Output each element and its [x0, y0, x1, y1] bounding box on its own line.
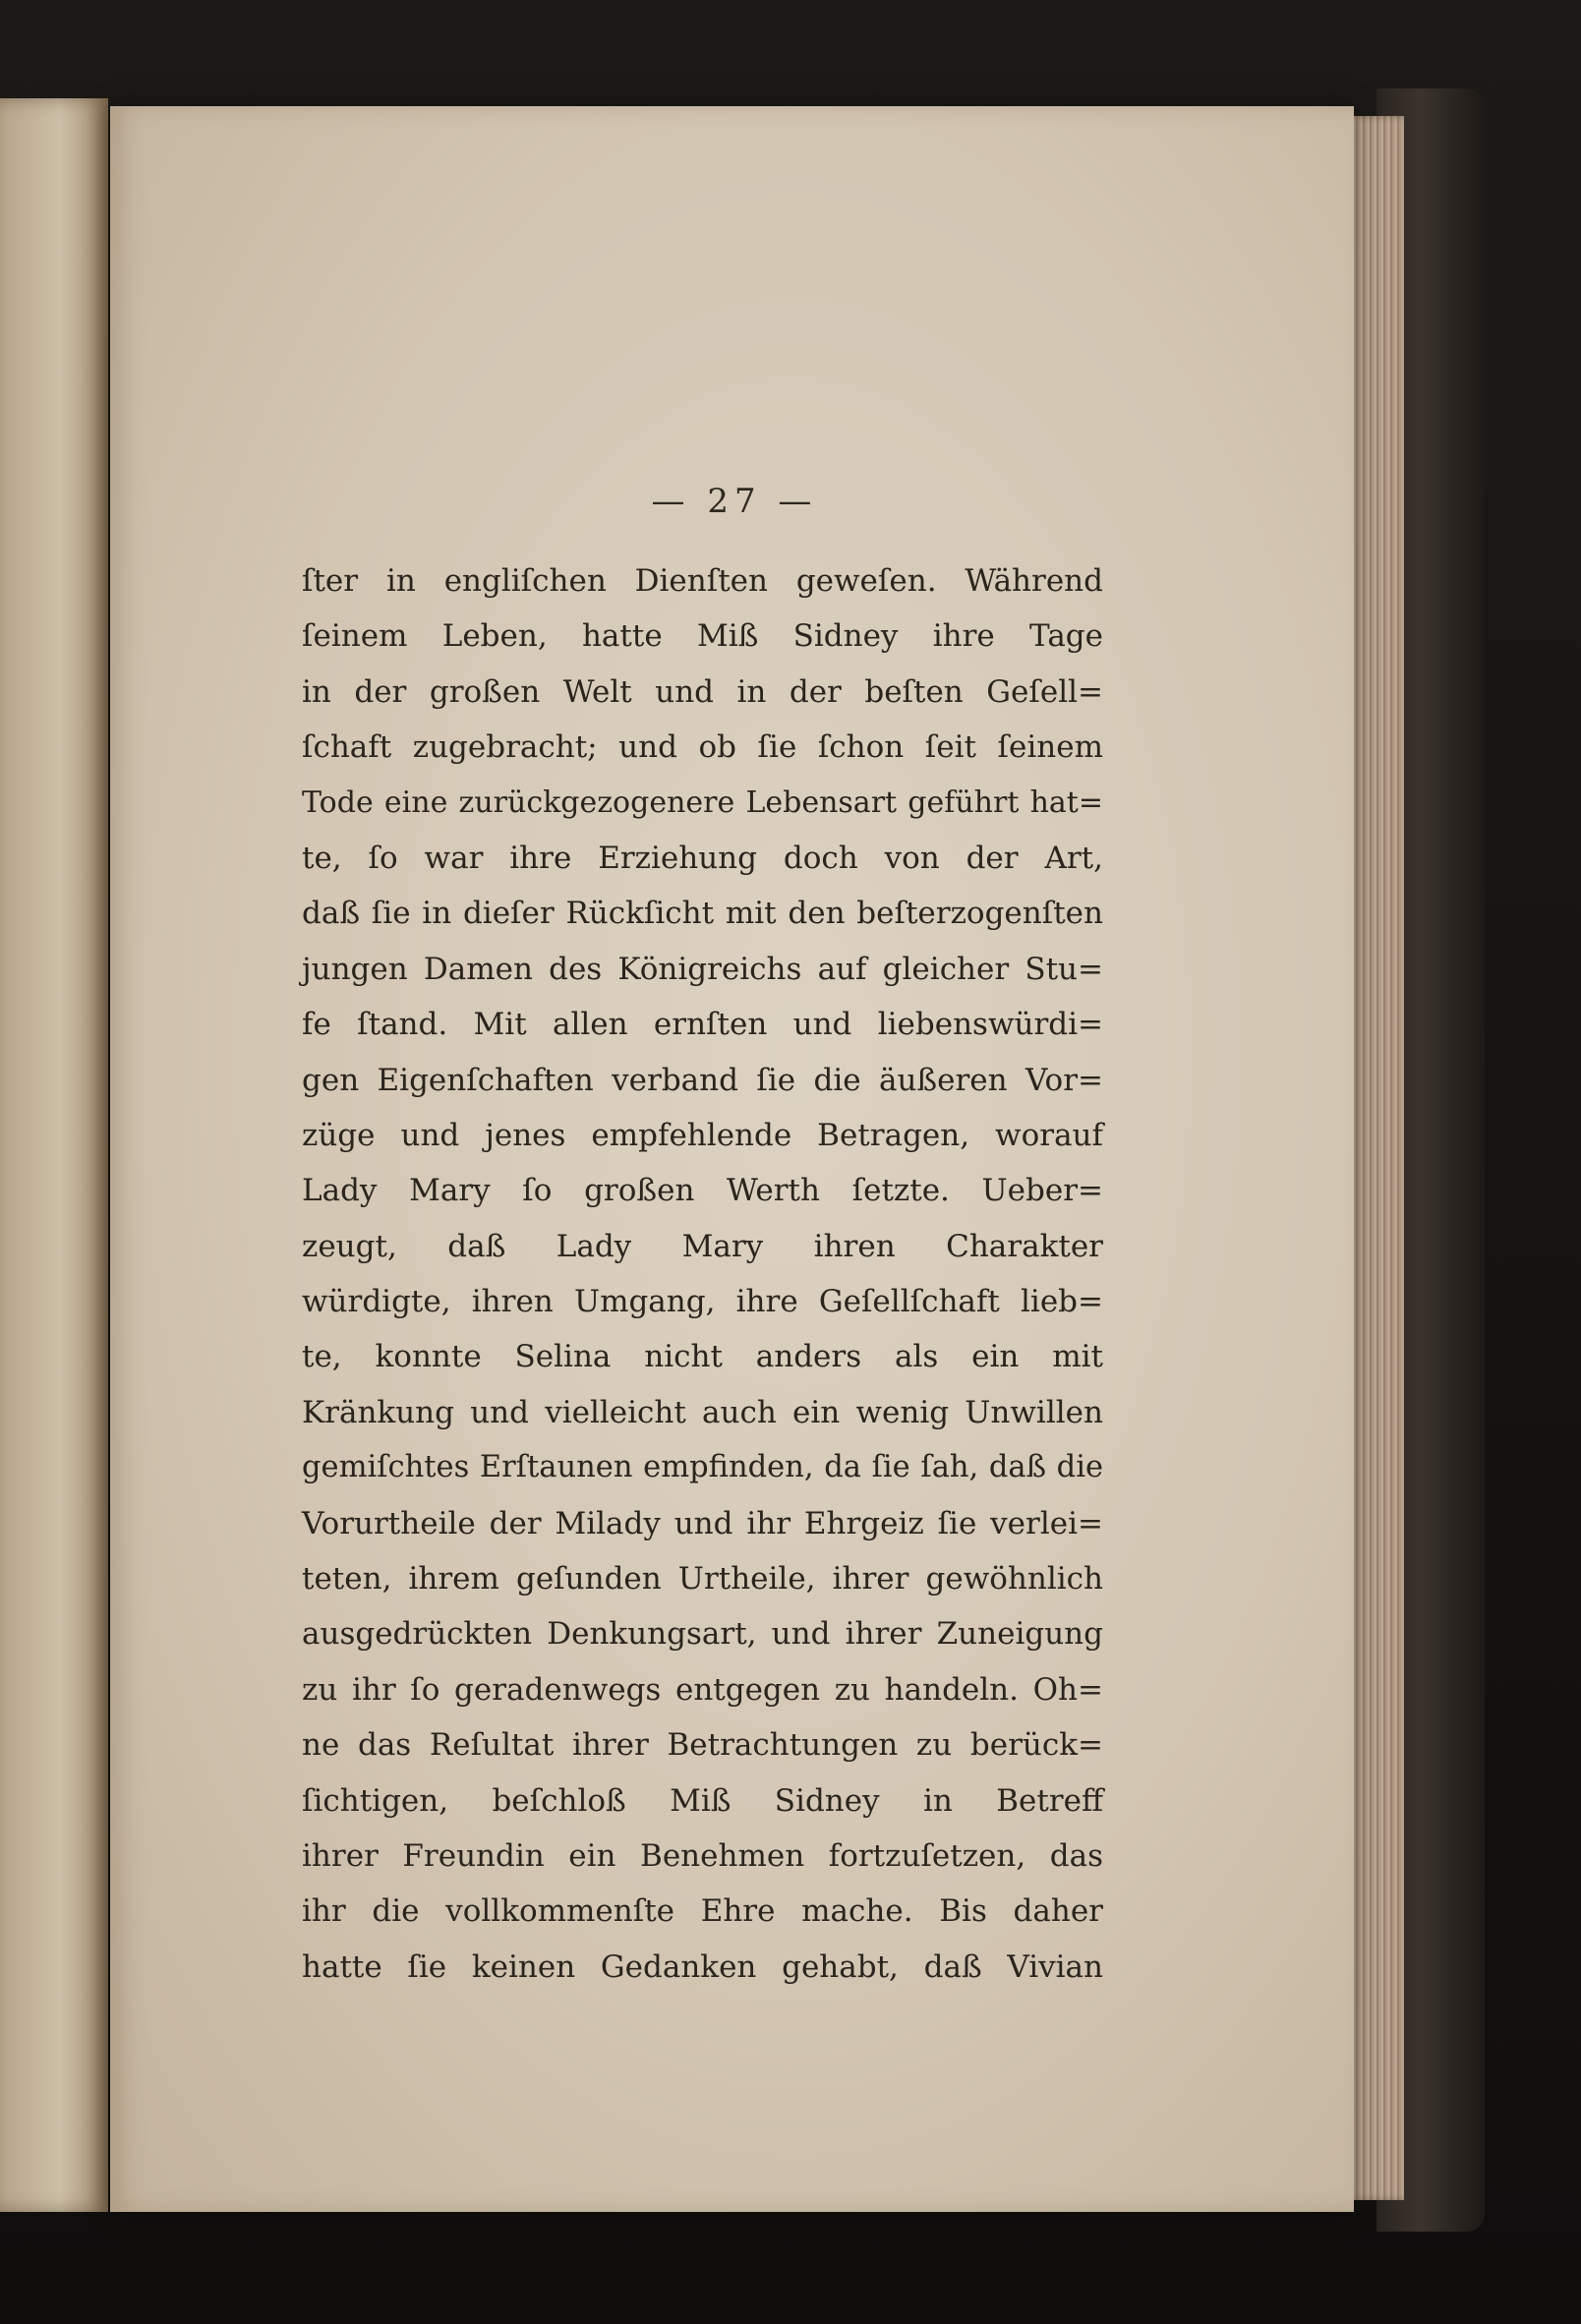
text-line: Kränkung und vielleicht auch ein wenig Unwillen: [302, 1394, 1103, 1430]
text-line: zeugt, daß Lady Mary ihren Charakter: [302, 1228, 1103, 1264]
page-number: — 27 —: [651, 482, 818, 521]
text-line: te, konnte Selina nicht anders als ein mit: [302, 1339, 1103, 1375]
text-line: ihrer Freundin ein Benehmen fortzuſetzen, das: [302, 1837, 1103, 1874]
text-line: würdigte, ihren Umgang, ihre Geſellſchaft lieb=: [302, 1284, 1103, 1320]
text-line: zu ihr ſo geradenwegs entgegen zu handeln. Oh=: [302, 1671, 1103, 1708]
text-line: züge und jenes empfehlende Betragen, worauf: [302, 1117, 1103, 1153]
book-page: [110, 106, 1354, 2212]
text-line: in der großen Welt und in der beſten Geſell=: [302, 673, 1103, 710]
text-line: Vorurtheile der Milady und ihr Ehrgeiz ſie verlei=: [302, 1505, 1103, 1541]
text-line: daß ſie in dieſer Rückſicht mit den beſterzogenſten: [302, 896, 1103, 932]
text-line: Tode eine zurückgezogenere Lebensart geführt hat=: [302, 784, 1103, 820]
text-line: Lady Mary ſo großen Werth ſetzte. Ueber=: [302, 1173, 1103, 1209]
text-line: te, ſo war ihre Erziehung doch von der Art,: [302, 840, 1103, 876]
text-line: gemiſchtes Erſtaunen empfinden, da ſie ſah, daß die: [302, 1450, 1103, 1485]
page-stack-edge: [1345, 116, 1404, 2200]
text-line: ſichtigen, beſchloß Miß Sidney in Betreff: [302, 1782, 1103, 1819]
text-line: ſchaft zugebracht; und ob ſie ſchon ſeit ſeinem: [302, 729, 1103, 766]
text-line: fe ſtand. Mit allen ernſten und liebenswürdi=: [302, 1007, 1103, 1043]
text-line: ſter in engliſchen Dienſten geweſen. Während: [302, 563, 1103, 599]
text-line: teten, ihrem geſunden Urtheile, ihrer gewöhnlich: [302, 1561, 1103, 1598]
text-line: ne das Reſultat ihrer Betrachtungen zu berück=: [302, 1727, 1103, 1764]
text-line: hatte ſie keinen Gedanken gehabt, daß Vivian: [302, 1948, 1103, 1985]
text-line: gen Eigenſchaften verband ſie die äußeren Vor=: [302, 1062, 1103, 1098]
left-page-margin: [0, 98, 108, 2212]
text-line: jungen Damen des Königreichs auf gleicher Stu=: [302, 951, 1103, 987]
text-line: ihr die vollkommenſte Ehre mache. Bis daher: [302, 1893, 1103, 1930]
body-text: [302, 553, 1103, 1995]
text-line: ausgedrückten Denkungsart, und ihrer Zuneigung: [302, 1616, 1103, 1653]
text-line: ſeinem Leben, hatte Miß Sidney ihre Tage: [302, 618, 1103, 655]
